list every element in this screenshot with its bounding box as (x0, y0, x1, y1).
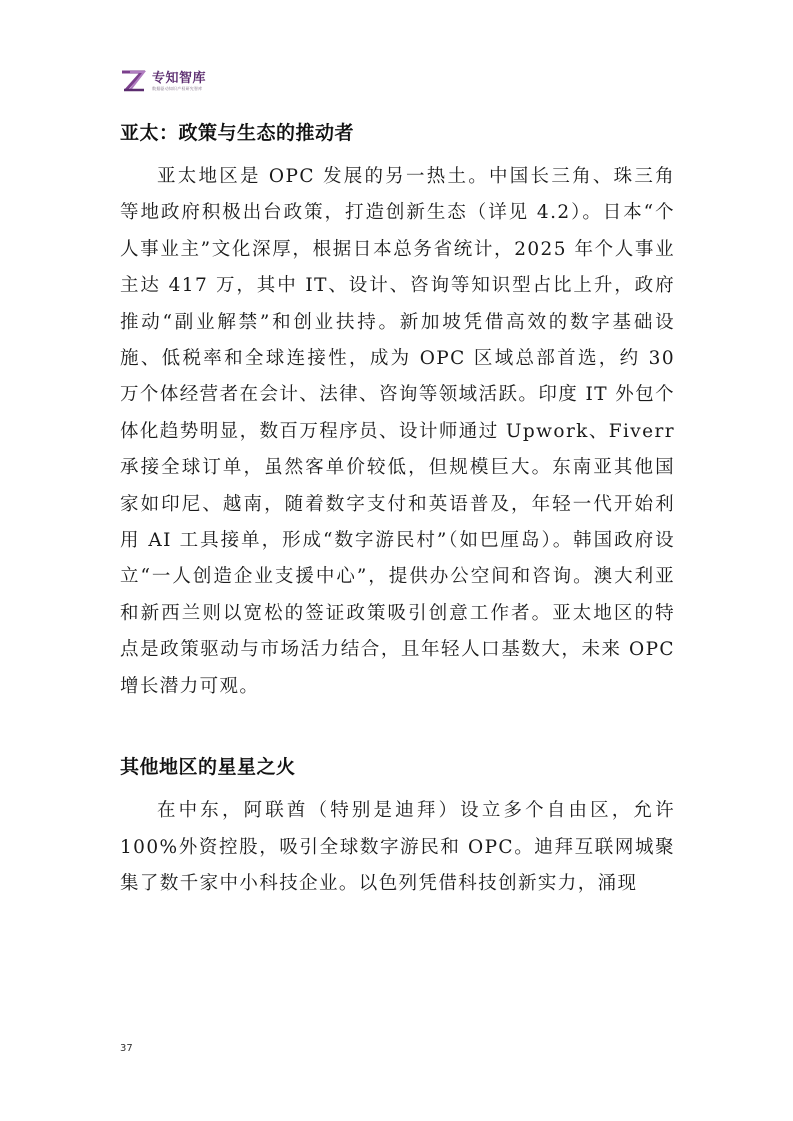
section-title-other-regions: 其他地区的星星之火 (120, 756, 296, 779)
paragraph-asia-pacific: 亚太地区是 OPC 发展的另一热土。中国长三角、珠三角等地政府积极出台政策，打造创新生态（详见 4.2）。日本“个人事业主”文化深厚，根据日本总务省统计，2025 年个人事业主达 417 万，其中 IT、设计、咨询等知识型占比上升，政府推动“副业解禁”和创业扶持。新加坡凭借高效的数字基础设施、低税率和全球连接性，成为 OPC 区域总部首选，约 30 万个体经营者在会计、法律、咨询等领域活跃。印度 IT 外包个体化趋势明显，数百万程序员、设计师通过 Upwork、Fiverr 承接全球订单，虽然客单价较低，但规模巨大。东南亚其他国家如印尼、越南，随着数字支付和英语普及，年轻一代开始利用 AI 工具接单，形成“数字游民村”（如巴厘岛）。韩国政府设立“一人创造企业支援中心”，提供办公空间和咨询。澳大利亚和新西兰则以宽松的签证政策吸引创意工作者。亚太地区的特点是政策驱动与市场活力结合，且年轻人口基数大，未来 OPC 增长潜力可观。 (120, 166, 675, 697)
logo-icon (120, 70, 146, 92)
section-title-asia-pacific: 亚太：政策与生态的推动者 (120, 122, 355, 144)
logo-name: 专知智库 (152, 70, 207, 86)
paragraph-other-regions: 在中东，阿联酋（特别是迪拜）设立多个自由区，允许 100%外资控股，吸引全球数字游民和 OPC。迪拜互联网城聚集了数千家中小科技企业。以色列凭借科技创新实力，涌现 (120, 800, 675, 894)
logo-subtitle: 数据驱动知识产权研究智库 (152, 85, 203, 91)
logo-text (152, 72, 206, 91)
header (120, 70, 206, 92)
document-body (120, 115, 675, 902)
page-number: 37 (120, 1043, 133, 1054)
